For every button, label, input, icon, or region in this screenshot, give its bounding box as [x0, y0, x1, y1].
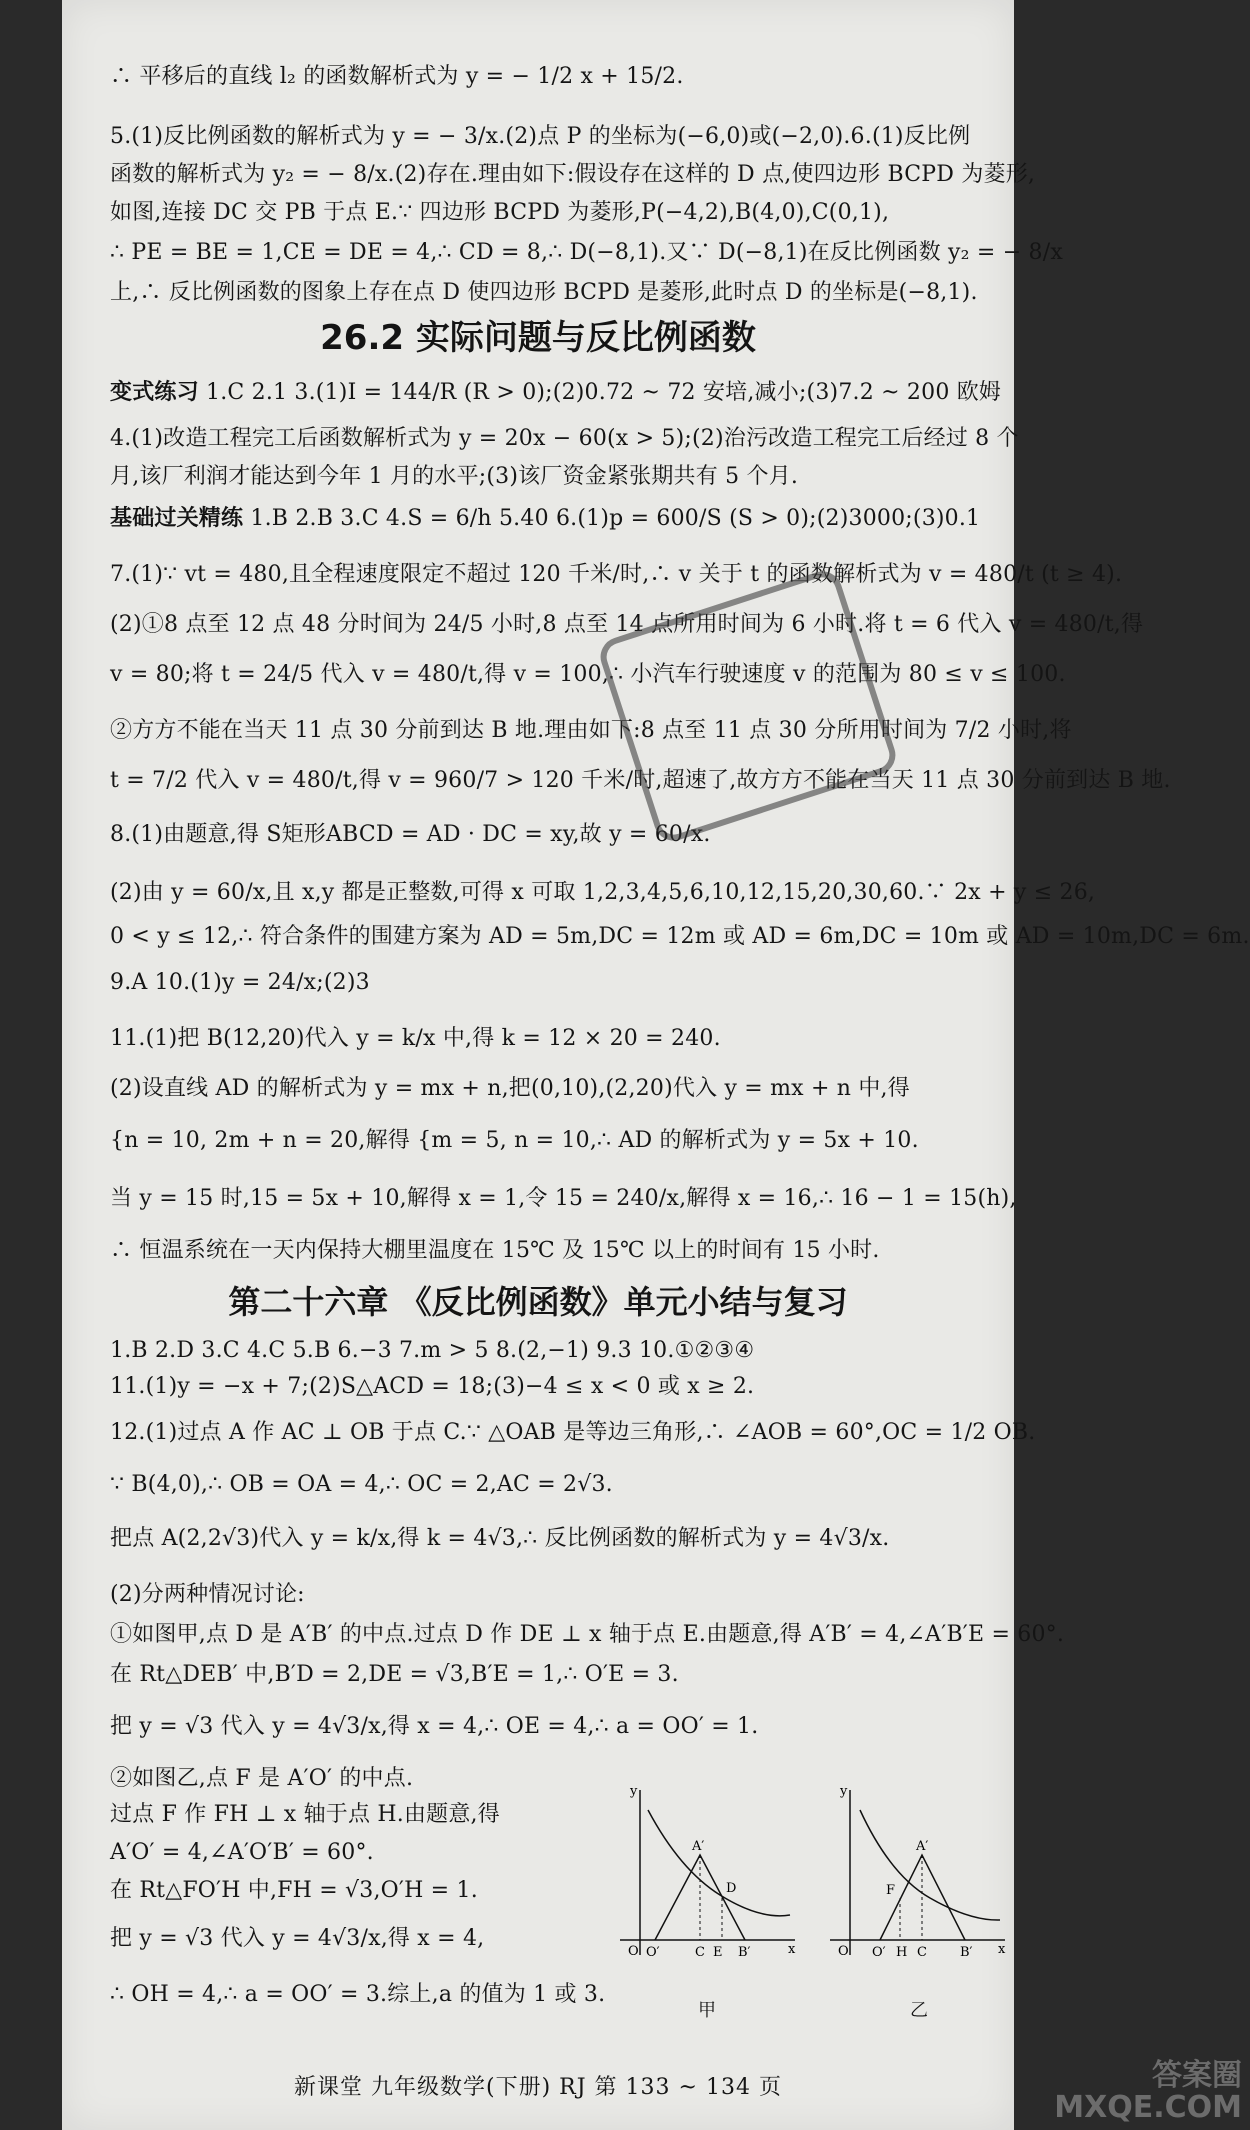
label-b-prime: B′ [738, 1945, 751, 1960]
exercise-label: 基础过关精练 [110, 506, 244, 531]
text-line: t = 7/2 代入 v = 480/t,得 v = 960/7 > 120 千米/时,超速了,故方方不能在当天 11 点 30 分前到达 B 地. [110, 768, 1171, 793]
exercise-label: 变式练习 [110, 380, 199, 405]
figure-yi-graph [820, 1780, 1010, 1990]
text-line: 1.B 2.D 3.C 4.C 5.B 6.−3 7.m > 5 8.(2,−1) 9.3 10.①②③④ [110, 1338, 755, 1363]
text-line: (2)设直线 AD 的解析式为 y = mx + n,把(0,10),(2,20)代入 y = mx + n 中,得 [110, 1076, 910, 1101]
text-line: ②如图乙,点 F 是 A′O′ 的中点. [110, 1766, 414, 1791]
label-origin: O [838, 1944, 849, 1959]
label-f: F [886, 1883, 896, 1898]
text-line: ②方方不能在当天 11 点 30 分前到达 B 地.理由如下:8 点至 11 点 30 分所用时间为 7/2 小时,将 [110, 718, 1072, 743]
text-line [110, 378, 1000, 408]
watermark-url: MXQE.COM [1054, 2090, 1242, 2125]
figure-jia-caption: 甲 [698, 2000, 716, 2021]
text-line: 11.(1)y = −x + 7;(2)S△ACD = 18;(3)−4 ≤ x < 0 或 x ≥ 2. [110, 1374, 755, 1399]
figure-yi-caption: 乙 [910, 2000, 928, 2021]
label-o-prime: O′ [646, 1945, 660, 1960]
label-d: D [726, 1881, 737, 1896]
text-line [110, 504, 1000, 534]
text-line: ∴ OH = 4,∴ a = OO′ = 3.综上,a 的值为 1 或 3. [110, 1982, 606, 2007]
text-line: 9.A 10.(1)y = 24/x;(2)3 [110, 970, 370, 995]
label-a-prime: A′ [692, 1839, 705, 1854]
label-e: E [713, 1945, 723, 1960]
text-line: 在 Rt△FO′H 中,FH = √3,O′H = 1. [110, 1878, 478, 1903]
text-line: 12.(1)过点 A 作 AC ⊥ OB 于点 C.∵ △OAB 是等边三角形,∴ ∠AOB = 60°,OC = 1/2 OB. [110, 1420, 1036, 1445]
text-line: (2)①8 点至 12 点 48 分时间为 24/5 小时,8 点至 14 点所用时间为 6 小时.将 t = 6 代入 v = 480/t,得 [110, 612, 1144, 637]
text-line: 5.(1)反比例函数的解析式为 y = − 3/x.(2)点 P 的坐标为(−6,0)或(−2,0).6.(1)反比例 [110, 124, 971, 149]
text-line: 把 y = √3 代入 y = 4√3/x,得 x = 4,∴ OE = 4,∴ a = OO′ = 1. [110, 1714, 759, 1739]
text-line: 把 y = √3 代入 y = 4√3/x,得 x = 4, [110, 1926, 485, 1951]
label-y-axis: y [840, 1784, 848, 1799]
label-c: C [917, 1945, 927, 1960]
text-line: ∴ 恒温系统在一天内保持大棚里温度在 15℃ 及 15℃ 以上的时间有 15 小时. [110, 1238, 880, 1263]
label-c: C [695, 1945, 705, 1960]
text-line: 0 < y ≤ 12,∴ 符合条件的围建方案为 AD = 5m,DC = 12m 或 AD = 6m,DC = 10m 或 AD = 10m,DC = 6m. [110, 924, 1250, 949]
watermark-title: 答案圈 [1152, 2058, 1242, 2093]
text-line: 当 y = 15 时,15 = 5x + 10,解得 x = 1,令 15 = 240/x,解得 x = 16,∴ 16 − 1 = 15(h), [110, 1186, 1017, 1211]
exercise-answers: 1.C 2.1 3.(1)I = 144/R (R > 0);(2)0.72 ~ 72 安培,减小;(3)7.2 ~ 200 欧姆 [206, 380, 1002, 405]
site-watermark [1054, 2060, 1242, 2124]
stamp-mark [595, 566, 900, 845]
text-line: 4.(1)改造工程完工后函数解析式为 y = 20x − 60(x > 5);(2)治污改造工程完工后经过 8 个 [110, 426, 1019, 451]
text-line: 上,∴ 反比例函数的图象上存在点 D 使四边形 BCPD 是菱形,此时点 D 的坐标是(−8,1). [110, 280, 978, 305]
text-line: v = 80;将 t = 24/5 代入 v = 480/t,得 v = 100,∴ 小汽车行驶速度 v 的范围为 80 ≤ v ≤ 100. [110, 662, 1066, 687]
section-heading: 26.2 实际问题与反比例函数 [320, 318, 756, 358]
text-line: ∴ 平移后的直线 l₂ 的函数解析式为 y = − 1/2 x + 15/2. [110, 64, 684, 89]
text-line: ∴ PE = BE = 1,CE = DE = 4,∴ CD = 8,∴ D(−8,1).又∵ D(−8,1)在反比例函数 y₂ = − 8/x [110, 240, 1063, 265]
text-line: 如图,连接 DC 交 PB 于点 E.∵ 四边形 BCPD 为菱形,P(−4,2),B(4,0),C(0,1), [110, 200, 890, 225]
label-b-prime: B′ [960, 1945, 973, 1960]
text-line: A′O′ = 4,∠A′O′B′ = 60°. [110, 1840, 374, 1865]
text-line: 7.(1)∵ vt = 480,且全程速度限定不超过 120 千米/时,∴ v 关于 t 的函数解析式为 v = 480/t (t ≥ 4). [110, 562, 1123, 587]
text-line: (2)由 y = 60/x,且 x,y 都是正整数,可得 x 可取 1,2,3,4,5,6,10,12,15,20,30,60.∵ 2x + y ≤ 26, [110, 880, 1096, 905]
text-line: (2)分两种情况讨论: [110, 1582, 305, 1607]
text-line: 月,该厂利润才能达到今年 1 月的水平;(3)该厂资金紧张期共有 5 个月. [110, 464, 799, 489]
label-o-prime: O′ [872, 1945, 886, 1960]
label-x-axis: x [788, 1942, 796, 1957]
text-line: 把点 A(2,2√3)代入 y = k/x,得 k = 4√3,∴ 反比例函数的解析式为 y = 4√3/x. [110, 1526, 890, 1551]
chapter-heading: 第二十六章 《反比例函数》单元小结与复习 [228, 1283, 848, 1321]
label-origin: O [628, 1944, 639, 1959]
label-x-axis: x [998, 1942, 1006, 1957]
label-h: H [896, 1945, 908, 1960]
text-line: {n = 10, 2m + n = 20,解得 {m = 5, n = 10,∴ AD 的解析式为 y = 5x + 10. [110, 1128, 919, 1153]
label-y-axis: y [630, 1784, 638, 1799]
figure-jia-graph [610, 1780, 800, 1990]
page-footer: 新课堂 九年级数学(下册) RJ 第 133 ~ 134 页 [294, 2075, 782, 2100]
text-line: ①如图甲,点 D 是 A′B′ 的中点.过点 D 作 DE ⊥ x 轴于点 E.由题意,得 A′B′ = 4,∠A′B′E = 60°. [110, 1622, 1065, 1647]
text-line: 11.(1)把 B(12,20)代入 y = k/x 中,得 k = 12 × 20 = 240. [110, 1026, 721, 1051]
exercise-answers: 1.B 2.B 3.C 4.S = 6/h 5.40 6.(1)p = 600/S (S > 0);(2)3000;(3)0.1 [250, 506, 981, 531]
text-line: 函数的解析式为 y₂ = − 8/x.(2)存在.理由如下:假设存在这样的 D 点,使四边形 BCPD 为菱形, [110, 162, 1036, 187]
label-a-prime: A′ [916, 1839, 929, 1854]
text-line: ∵ B(4,0),∴ OB = OA = 4,∴ OC = 2,AC = 2√3. [110, 1472, 613, 1497]
text-line: 在 Rt△DEB′ 中,B′D = 2,DE = √3,B′E = 1,∴ O′E = 3. [110, 1662, 679, 1687]
text-line: 过点 F 作 FH ⊥ x 轴于点 H.由题意,得 [110, 1802, 500, 1827]
text-line: 8.(1)由题意,得 S矩形ABCD = AD · DC = xy,故 y = 60/x. [110, 822, 711, 847]
